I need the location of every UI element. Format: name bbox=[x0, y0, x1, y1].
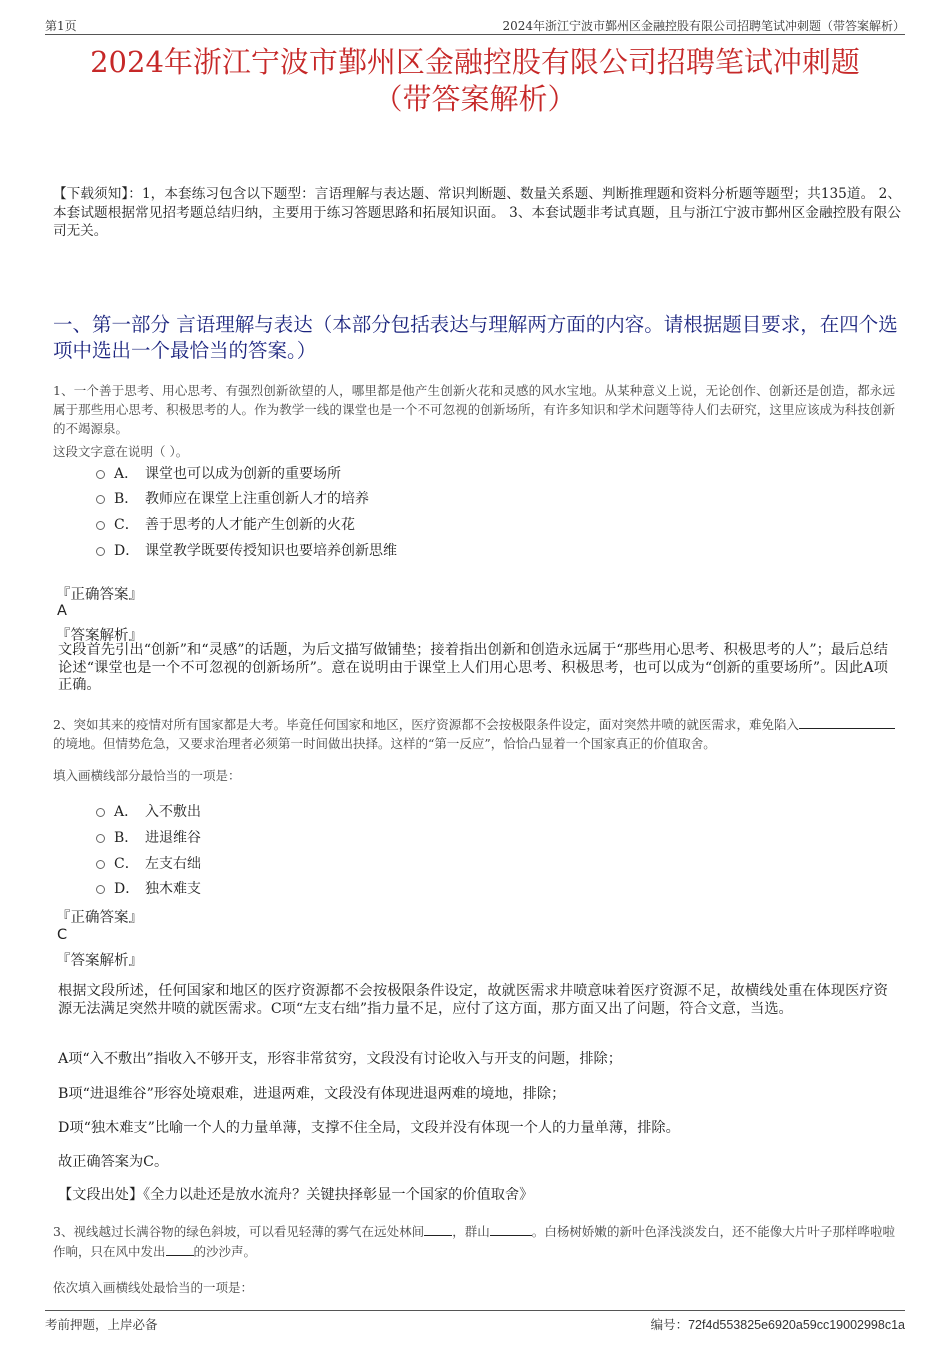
footer-slogan: 考前押题，上岸必备 bbox=[45, 1317, 158, 1332]
document-title-line2: （带答案解析） bbox=[373, 82, 577, 116]
q2-prompt: 填入画横线部分最恰当的一项是： bbox=[53, 768, 241, 783]
option-letter: C． bbox=[114, 856, 139, 872]
footer-code-value: 72f4d553825e6920a59cc19002998c1a bbox=[688, 1318, 905, 1332]
option-letter: B． bbox=[114, 830, 139, 846]
radio-icon[interactable] bbox=[96, 495, 105, 504]
q2-option-b[interactable] bbox=[96, 827, 201, 849]
option-letter: D． bbox=[114, 881, 140, 897]
q1-option-b[interactable] bbox=[96, 488, 369, 510]
q1-prompt: 这段文字意在说明（ ）。 bbox=[53, 444, 189, 459]
running-header-title: 2024年浙江宁波市鄞州区金融控股有限公司招聘笔试冲刺题（带答案解析） bbox=[502, 19, 905, 33]
radio-icon[interactable] bbox=[96, 470, 105, 479]
q2-blank bbox=[799, 714, 895, 729]
q2-analysis-option-b: B项“进退维谷”形容处境艰难，进退两难，文段没有体现进退两难的境地，排除； bbox=[58, 1086, 566, 1102]
q2-option-a[interactable] bbox=[96, 801, 201, 823]
q2-answer: C bbox=[57, 927, 68, 943]
q3-blank-2 bbox=[490, 1221, 532, 1236]
option-letter: B． bbox=[114, 491, 139, 507]
radio-icon[interactable] bbox=[96, 834, 105, 843]
option-letter: C． bbox=[114, 517, 139, 533]
radio-icon[interactable] bbox=[96, 860, 105, 869]
radio-icon[interactable] bbox=[96, 885, 105, 894]
section-heading: 一、第一部分 言语理解与表达（本部分包括表达与理解两方面的内容。请根据题目要求，在四个选项中选出一个最恰当的答案。） bbox=[53, 313, 898, 362]
q3-stem-part2: ，群山 bbox=[452, 1224, 490, 1239]
q3-prompt: 依次填入画横线处最恰当的一项是： bbox=[53, 1280, 254, 1295]
q1-analysis-label: 『答案解析』 bbox=[56, 628, 143, 644]
option-letter: A． bbox=[114, 466, 139, 482]
q1-answer: A bbox=[57, 603, 67, 619]
q1-correct-answer-label: 『正确答案』 bbox=[56, 587, 143, 603]
option-letter: A． bbox=[114, 804, 139, 820]
q1-stem: 1、一个善于思考、用心思考、有强烈创新欲望的人，哪里都是他产生创新火花和灵感的风水宝地。从某种意义上说，无论创作、创新还是创造，都永远属于那些用心思考、积极思考的人。作为教学一线的课堂也是一个不可忽视的创新场所，有许多知识和学术问题等待人们去研究，这里应该成为科技创新的不竭源泉。 bbox=[53, 383, 895, 436]
q2-analysis-option-a: A项“入不敷出”指收入不够开支，形容非常贫穷，文段没有讨论收入与开支的问题，排除； bbox=[58, 1051, 622, 1067]
footer-rule bbox=[45, 1310, 905, 1311]
q2-analysis-option-d: D项“独木难支”比喻一个人的力量单薄，支撑不住全局，文段并没有体现一个人的力量单薄，排除。 bbox=[58, 1120, 680, 1136]
q2-source: 【文段出处】《全力以赴还是放水流舟？关键抉择彰显一个国家的价值取舍》 bbox=[58, 1187, 534, 1203]
q1-option-c[interactable] bbox=[96, 514, 355, 536]
radio-icon[interactable] bbox=[96, 547, 105, 556]
download-notice: 【下载须知】：1，本套练习包含以下题型：言语理解与表达题、常识判断题、数量关系题、判断推理题和资料分析题等题型；共135道。 2、本套试题根据常见招考题总结归纳，主要用于练习答题思路和拓展知识面。 3、本套试题非考试真题，且与浙江宁波市鄞州区金融控股有限公司无关。 bbox=[53, 186, 901, 239]
option-text: 教师应在课堂上注重创新人才的培养 bbox=[145, 491, 369, 507]
q3-stem-part1: 3、视线越过长满谷物的绿色斜坡，可以看见轻薄的雾气在远处林间 bbox=[53, 1224, 425, 1239]
header-rule bbox=[45, 34, 905, 35]
q3-stem-part3: 。白杨树娇嫩的新叶色泽浅淡发白，还不能像大片叶子那样哗啦啦作响，只在风中发出 bbox=[53, 1224, 895, 1259]
q2-stem-before: 2、突如其来的疫情对所有国家都是大考。毕竟任何国家和地区，医疗资源都不会按极限条件设定，面对突然井喷的就医需求，难免陷入 bbox=[53, 717, 799, 732]
q3-blank-3 bbox=[166, 1241, 194, 1256]
q2-option-c[interactable] bbox=[96, 853, 201, 875]
q2-analysis-conclusion: 故正确答案为C。 bbox=[58, 1154, 169, 1170]
option-text: 善于思考的人才能产生创新的火花 bbox=[145, 517, 355, 533]
q1-analysis: 文段首先引出“创新”和“灵感”的话题，为后文描写做铺垫；接着指出创新和创造永远属于“那些用心思考、积极思考的人”；最后总结论述“课堂也是一个不可忽视的创新场所”。意在说明由于课堂上人们用心思考、积极思考，也可以成为“创新的重要场所”。因此A项正确。 bbox=[58, 642, 888, 693]
option-text: 课堂也可以成为创新的重要场所 bbox=[145, 466, 341, 482]
q2-correct-answer-label: 『正确答案』 bbox=[56, 910, 143, 926]
option-text: 入不敷出 bbox=[145, 804, 201, 820]
footer-code bbox=[651, 1315, 905, 1333]
radio-icon[interactable] bbox=[96, 808, 105, 817]
q2-option-d[interactable] bbox=[96, 878, 201, 900]
page-number: 第1页 bbox=[45, 19, 77, 33]
radio-icon[interactable] bbox=[96, 521, 105, 530]
document-title bbox=[45, 44, 905, 118]
q2-analysis-label: 『答案解析』 bbox=[56, 953, 143, 969]
document-title-line1: 2024年浙江宁波市鄞州区金融控股有限公司招聘笔试冲刺题 bbox=[90, 45, 860, 79]
q3-blank-1 bbox=[424, 1221, 452, 1236]
option-text: 进退维谷 bbox=[145, 830, 201, 846]
q3-stem-part4: 的沙沙声。 bbox=[193, 1244, 257, 1259]
option-letter: D． bbox=[114, 543, 140, 559]
option-text: 左支右绌 bbox=[145, 856, 201, 872]
q2-analysis-main: 根据文段所述，任何国家和地区的医疗资源都不会按极限条件设定，故就医需求井喷意味着医疗资源不足，故横线处重在体现医疗资源无法满足突然井喷的就医需求。C项“左支右绌”指力量不足，应付了这方面，那方面又出了问题，符合文意，当选。 bbox=[58, 983, 888, 1017]
q2-stem-after: 的境地。但情势危急，又要求治理者必须第一时间做出抉择。这样的“第一反应”，恰恰凸显着一个国家真正的价值取舍。 bbox=[53, 736, 716, 751]
q1-option-d[interactable] bbox=[96, 540, 397, 562]
q3-stem bbox=[53, 1221, 895, 1261]
footer-code-label: 编号： bbox=[650, 1317, 689, 1332]
q1-option-a[interactable] bbox=[96, 463, 341, 485]
option-text: 课堂教学既要传授知识也要培养创新思维 bbox=[145, 543, 397, 559]
q2-stem bbox=[53, 714, 895, 753]
option-text: 独木难支 bbox=[145, 881, 201, 897]
